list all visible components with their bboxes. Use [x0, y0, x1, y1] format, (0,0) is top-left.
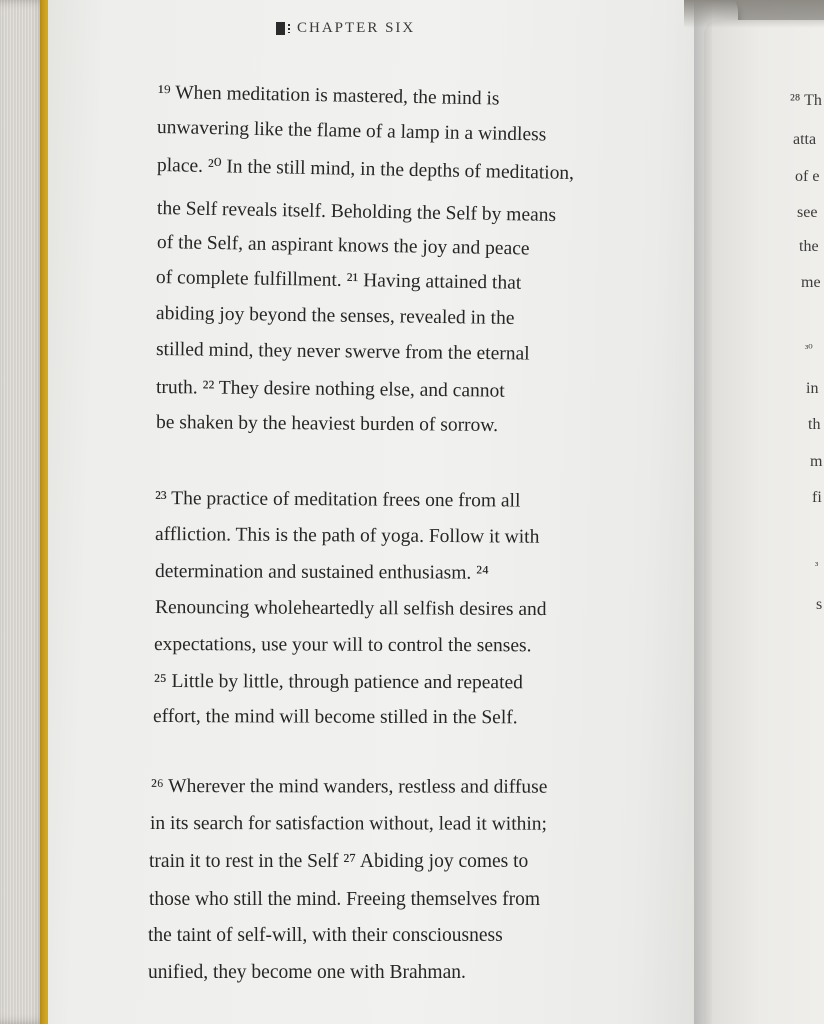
- text-line: affliction. This is the path of yoga. Follow it with: [154, 524, 540, 548]
- text-line: ¹⁹ When meditation is mastered, the mind is: [157, 82, 500, 110]
- text-line: unified, they become one with Brahman.: [148, 962, 466, 983]
- text-line: stilled mind, they never swerve from the eternal: [155, 339, 530, 365]
- text-line: in its search for satisfaction without, lead it within;: [149, 813, 547, 835]
- text-line: be shaken by the heaviest burden of sorrow.: [155, 412, 499, 436]
- text-line: determination and sustained enthusiasm. ²⁴: [154, 561, 489, 584]
- text-line: the Self reveals itself. Beholding the Self by means: [156, 198, 557, 226]
- text-line: truth. ²² They desire nothing else, and cannot: [155, 377, 505, 402]
- right-page-fragment: atta: [793, 131, 817, 148]
- right-page-fragment: m: [810, 453, 823, 470]
- left-page: [48, 0, 738, 1024]
- right-page-fragment: the: [799, 238, 819, 255]
- background-shadow: [684, 0, 824, 28]
- right-page-fragment: ²⁸ Th: [790, 92, 822, 109]
- right-page-fragment: me: [801, 274, 821, 291]
- running-head-text: CHAPTER SIX: [297, 20, 416, 36]
- text-line: those who still the mind. Freeing themselves from: [149, 889, 541, 910]
- text-line: ²⁶ Wherever the mind wanders, restless and diffuse: [150, 776, 548, 798]
- right-page-fragment: of e: [795, 168, 820, 185]
- chapter-ornament-icon: [276, 22, 285, 35]
- text-line: Renouncing wholeheartedly all selfish desires and: [154, 597, 547, 621]
- right-page-fragment: ³⁰: [805, 343, 813, 355]
- right-page-fragment: fi: [812, 489, 822, 506]
- text-line: of the Self, an aspirant knows the joy and peace: [156, 232, 530, 260]
- right-page-fragment: see: [797, 204, 818, 221]
- text-line: ²⁵ Little by little, through patience and repeated: [153, 671, 523, 694]
- right-page-fragment: th: [808, 416, 821, 433]
- right-page: [704, 20, 824, 1024]
- right-page-fragment: s: [816, 596, 823, 613]
- text-line: expectations, use your will to control the senses.: [153, 634, 532, 657]
- text-line: train it to rest in the Self ²⁷ Abiding joy comes to: [149, 851, 529, 872]
- book-gutter: [694, 0, 712, 1024]
- text-line: abiding joy beyond the senses, revealed in the: [155, 303, 515, 330]
- running-head: [276, 20, 415, 37]
- text-line: effort, the mind will become stilled in the Self.: [152, 706, 518, 729]
- text-line: unwavering like the flame of a lamp in a windless: [156, 117, 547, 146]
- right-page-fragment: ³: [815, 560, 819, 572]
- text-line: of complete fulfillment. ²¹ Having attained that: [155, 267, 522, 294]
- text-line: place. ²⁰ In the still mind, in the depths of meditation,: [156, 155, 575, 185]
- text-line: ²³ The practice of meditation frees one from all: [154, 488, 521, 512]
- text-line: the taint of self-will, with their consciousness: [148, 925, 503, 946]
- right-page-fragment: in: [806, 380, 819, 397]
